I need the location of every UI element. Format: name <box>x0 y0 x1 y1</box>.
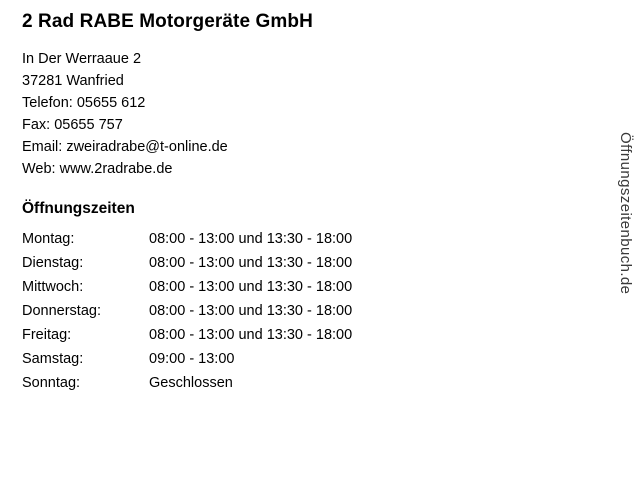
address-block <box>22 48 582 180</box>
phone-line: Telefon: 05655 612 <box>22 95 146 111</box>
day-hours: 08:00 - 13:00 und 13:30 - 18:00 <box>149 231 353 247</box>
table-row <box>22 375 352 399</box>
email-line: Email: zweiradrabe@t-online.de <box>22 139 228 155</box>
content-area <box>22 10 582 399</box>
day-label: Donnerstag: <box>22 303 101 319</box>
day-label: Montag: <box>22 231 75 247</box>
table-row <box>22 327 352 351</box>
table-row <box>22 303 352 327</box>
day-label: Samstag: <box>22 351 84 367</box>
day-hours: Geschlossen <box>149 375 233 391</box>
day-label: Sonntag: <box>22 375 81 391</box>
address-city: 37281 Wanfried <box>22 73 124 89</box>
day-hours: 08:00 - 13:00 und 13:30 - 18:00 <box>149 279 353 295</box>
page-title: 2 Rad RABE Motorgeräte GmbH <box>22 11 313 32</box>
day-hours: 08:00 - 13:00 und 13:30 - 18:00 <box>149 303 353 319</box>
day-hours: 09:00 - 13:00 <box>149 351 235 367</box>
day-hours: 08:00 - 13:00 und 13:30 - 18:00 <box>149 255 353 271</box>
fax-line: Fax: 05655 757 <box>22 117 123 133</box>
opening-hours-table <box>22 231 352 399</box>
watermark-label: Öffnungszeitenbuch.de <box>617 132 634 295</box>
address-street: In Der Werraaue 2 <box>22 51 142 67</box>
table-row <box>22 255 352 279</box>
day-label: Dienstag: <box>22 255 84 271</box>
table-row <box>22 279 352 303</box>
table-row <box>22 351 352 375</box>
table-row <box>22 231 352 255</box>
day-label: Mittwoch: <box>22 279 84 295</box>
opening-hours-heading: Öffnungszeiten <box>22 200 135 217</box>
web-line: Web: www.2radrabe.de <box>22 161 173 177</box>
day-label: Freitag: <box>22 327 72 343</box>
day-hours: 08:00 - 13:00 und 13:30 - 18:00 <box>149 327 353 343</box>
